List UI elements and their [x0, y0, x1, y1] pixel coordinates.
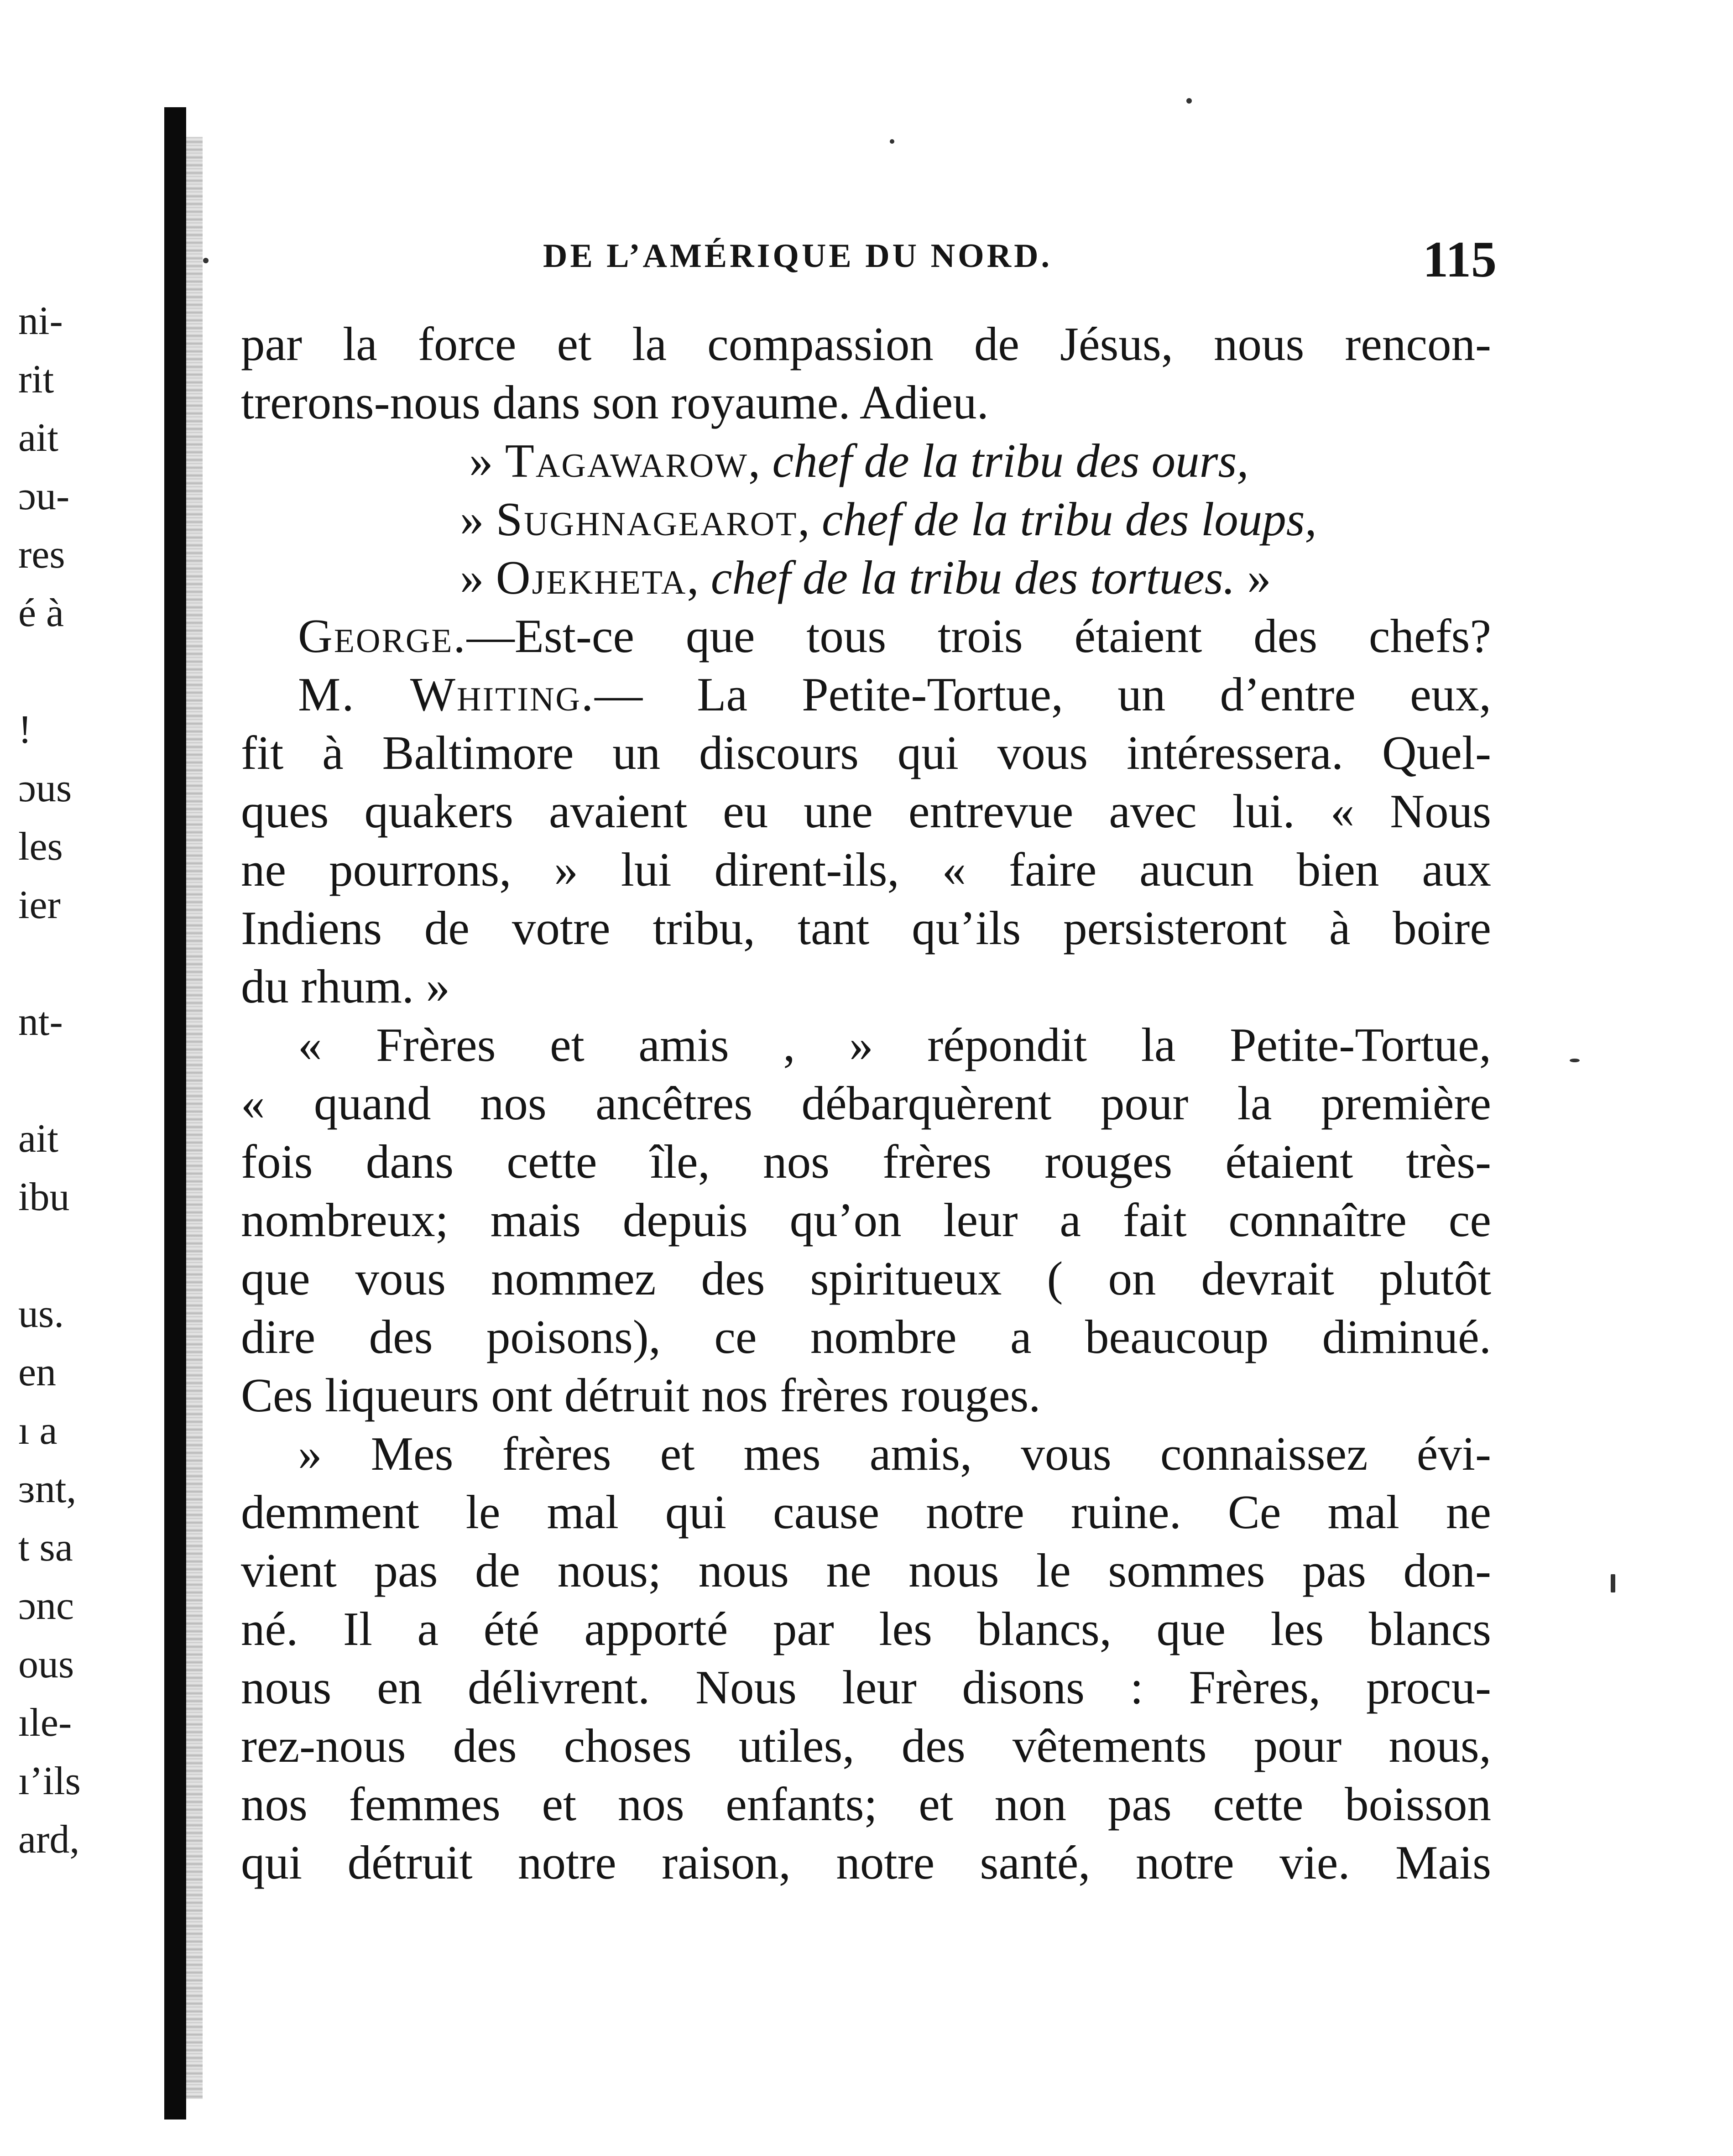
margin-line: ı a: [18, 1409, 57, 1453]
text-line: « Frères et amis , » répondit la Petite-Tortue,: [298, 1018, 1491, 1071]
signatory-role: chef de la tribu des loups,: [821, 492, 1317, 546]
margin-gap: [18, 934, 128, 993]
page-number: 115: [1423, 231, 1497, 288]
signatory-name: Tagawarow: [505, 434, 749, 487]
speaker-george: George.: [298, 609, 467, 663]
text-line: nombreux; mais depuis qu’on leur a fait connaître ce: [241, 1193, 1491, 1247]
text-line: dire des poisons), ce nombre a beaucoup diminué.: [241, 1310, 1491, 1363]
whiting-speech: — La Petite-Tortue, un d’entre eux,: [595, 668, 1491, 721]
margin-line: ɔnc: [18, 1584, 74, 1628]
facing-page-margin-text: [18, 292, 128, 1869]
scan-speck: [1611, 1574, 1615, 1592]
margin-line: t sa: [18, 1525, 73, 1570]
quote-mark: »: [469, 434, 505, 487]
binding-shadow: [186, 137, 203, 2099]
text-line: qui détruit notre raison, notre santé, notre vie. Mais: [241, 1836, 1491, 1889]
separator: ,: [687, 551, 711, 604]
margin-line: ni-: [18, 299, 63, 343]
margin-line: ı’ils: [18, 1759, 81, 1803]
margin-line: é à: [18, 591, 64, 635]
margin-line: en: [18, 1350, 57, 1394]
margin-gap: [18, 1051, 128, 1110]
running-head-title: DE L’AMÉRIQUE DU NORD.: [543, 237, 1053, 275]
signatory-role: chef de la tribu des ours,: [772, 434, 1249, 487]
scan-speck: [1186, 98, 1192, 104]
book-binding-edge: [164, 107, 186, 2119]
margin-line: ier: [18, 883, 61, 927]
margin-line: ard,: [18, 1817, 80, 1862]
signature-line: [241, 490, 1491, 548]
george-speech: —Est-ce que tous trois étaient des chefs?: [466, 609, 1491, 663]
signatory-name: Sughnagearot: [496, 492, 798, 546]
text-line: trerons-nous dans son royaume. Adieu.: [241, 376, 989, 429]
body-text: [241, 315, 1491, 1892]
text-line: nos femmes et nos enfants; et non pas cette boisson: [241, 1777, 1491, 1831]
margin-line: ɔus: [18, 766, 72, 810]
margin-line: ibu: [18, 1175, 70, 1219]
margin-line: ıle-: [18, 1701, 72, 1745]
margin-line: ait: [18, 416, 58, 460]
text-line: ne pourrons, » lui dirent-ils, « faire aucun bien aux: [241, 843, 1491, 896]
text-line: demment le mal qui cause notre ruine. Ce mal ne: [241, 1485, 1491, 1539]
text-line: né. Il a été apporté par les blancs, que les blancs: [241, 1602, 1491, 1655]
speaker-whiting: M. Whiting.: [298, 668, 595, 721]
margin-line: us.: [18, 1292, 64, 1336]
scan-speck: [890, 139, 894, 144]
signatory-name: Ojekheta: [496, 551, 687, 604]
margin-line: ɔu-: [18, 474, 70, 518]
margin-line: res: [18, 532, 65, 577]
text-line: fois dans cette île, nos frères rouges étaient très-: [241, 1135, 1491, 1188]
margin-line: !: [18, 708, 32, 752]
text-line: ques quakers avaient eu une entrevue avec lui. « Nous: [241, 784, 1491, 838]
signature-line: [241, 548, 1491, 607]
margin-line: nt-: [18, 1000, 63, 1044]
text-line: par la force et la compassion de Jésus, nous rencon-: [241, 317, 1491, 371]
margin-line: les: [18, 825, 63, 869]
dialogue-line-george: [241, 607, 1491, 665]
text-line: rez-nous des choses utiles, des vêtements pour nous,: [241, 1719, 1491, 1772]
margin-gap: [18, 642, 128, 701]
separator: ,: [798, 492, 822, 546]
text-line: « quand nos ancêtres débarquèrent pour la première: [241, 1076, 1491, 1130]
separator: ,: [748, 434, 773, 487]
text-line: Indiens de votre tribu, tant qu’ils persisteront à boire: [241, 901, 1491, 955]
scan-speck: [203, 258, 209, 263]
margin-gap: [18, 1227, 128, 1285]
dialogue-line-whiting: [241, 665, 1491, 724]
signature-line: [241, 432, 1491, 490]
text-line: » Mes frères et mes amis, vous connaissez évi-: [298, 1427, 1491, 1480]
closing-quote: »: [1235, 551, 1271, 604]
margin-line: ait: [18, 1117, 58, 1161]
quote-mark: »: [460, 551, 496, 604]
margin-line: ɜnt,: [18, 1467, 77, 1511]
running-head: [543, 230, 1497, 288]
text-line: du rhum. »: [241, 960, 450, 1013]
quote-mark: »: [460, 492, 496, 546]
margin-line: rit: [18, 357, 54, 402]
text-line: vient pas de nous; nous ne nous le sommes pas don-: [241, 1544, 1491, 1597]
text-line: nous en délivrent. Nous leur disons : Frères, procu-: [241, 1660, 1491, 1714]
scan-speck: [1570, 1059, 1580, 1062]
signatory-role: chef de la tribu des tortues.: [710, 551, 1235, 604]
text-line: fit à Baltimore un discours qui vous intéressera. Quel-: [241, 726, 1491, 779]
text-line: Ces liqueurs ont détruit nos frères rouges.: [241, 1368, 1041, 1422]
margin-line: ous: [18, 1642, 74, 1686]
text-line: que vous nommez des spiritueux ( on devrait plutôt: [241, 1252, 1491, 1305]
